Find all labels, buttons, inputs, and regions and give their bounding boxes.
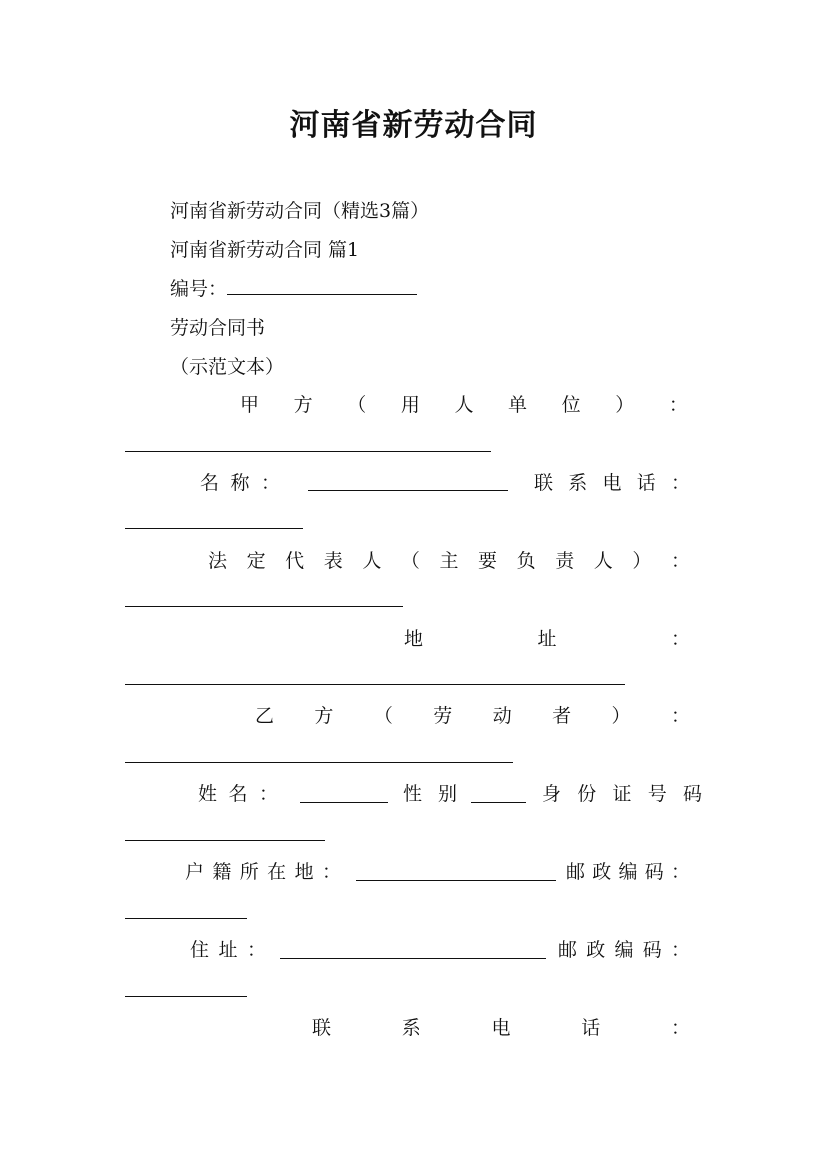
postcode2-label (558, 937, 690, 963)
label-char: 名 (228, 783, 248, 805)
label-char: 联 (534, 472, 554, 494)
label-char: ： (670, 472, 690, 494)
label-char: 责 (555, 550, 575, 572)
postcode-blank (125, 918, 247, 919)
party-a-label (240, 392, 688, 418)
label-char: 码 (644, 861, 664, 883)
label-char: 代 (285, 550, 305, 572)
label-char: 址 (218, 939, 238, 961)
hukou-blank (356, 880, 556, 881)
b-name-blank (300, 802, 388, 803)
label-char: ： (670, 1017, 690, 1039)
label-char: 劳 (433, 705, 453, 727)
label-char: 系 (568, 472, 588, 494)
label-char: ： (668, 394, 688, 416)
number-blank (227, 276, 417, 295)
page-title: 河南省新劳动合同 (289, 108, 538, 143)
label-char: 位 (561, 394, 581, 416)
label-char: 邮 (566, 861, 586, 883)
residence-blank (280, 958, 546, 959)
label-char: 用 (400, 394, 420, 416)
label-char: 地 (294, 861, 314, 883)
contact-label (312, 1015, 690, 1041)
label-char: ： (670, 861, 690, 883)
phone-label (534, 470, 690, 496)
label-char: 定 (246, 550, 266, 572)
hukou-label (185, 859, 341, 885)
label-char: （ (347, 394, 367, 416)
contract-heading: 劳动合同书 (170, 317, 266, 339)
label-char: 乙 (255, 705, 275, 727)
label-char: ： (670, 939, 690, 961)
number-field (170, 276, 417, 302)
label-char: 联 (312, 1017, 332, 1039)
label-char: 住 (190, 939, 210, 961)
label-char: 法 (208, 550, 228, 572)
label-char: 码 (642, 939, 662, 961)
label-char: 码 (682, 783, 702, 805)
label-char: 邮 (558, 939, 578, 961)
subtitle: 河南省新劳动合同（精选3篇） (170, 200, 430, 222)
label-char: 动 (492, 705, 512, 727)
name-label (200, 470, 280, 496)
gender-blank (471, 802, 526, 803)
party-b-blank (125, 762, 513, 763)
label-char: 别 (437, 783, 457, 805)
label-char: 话 (581, 1017, 601, 1039)
label-char: 负 (516, 550, 536, 572)
label-char: 电 (491, 1017, 511, 1039)
label-char: 政 (592, 861, 612, 883)
label-char: ） (632, 550, 652, 572)
label-char: 在 (267, 861, 287, 883)
label-char: 户 (185, 861, 205, 883)
label-char: 身 (542, 783, 562, 805)
section-heading: 河南省新劳动合同 篇1 (170, 239, 360, 261)
label-char: 所 (239, 861, 259, 883)
label-char: ） (611, 705, 631, 727)
legal-rep-blank (125, 606, 403, 607)
party-b-label (255, 703, 690, 729)
b-name-label (198, 781, 278, 807)
label-char: （ (373, 705, 393, 727)
id-label (542, 781, 702, 807)
gender-label (403, 781, 457, 807)
label-char: 证 (612, 783, 632, 805)
label-char: ： (670, 705, 690, 727)
label-char: 方 (293, 394, 313, 416)
label-char: ： (670, 550, 690, 572)
label-char: 系 (401, 1017, 421, 1039)
number-label: 编号： (170, 278, 228, 300)
label-char: 方 (314, 705, 334, 727)
label-char: 单 (508, 394, 528, 416)
label-char: 人 (593, 550, 613, 572)
label-char: 编 (614, 939, 634, 961)
id-blank (125, 840, 325, 841)
label-char: 政 (586, 939, 606, 961)
label-char: 话 (636, 472, 656, 494)
phone-blank (125, 528, 303, 529)
label-char: 甲 (240, 394, 260, 416)
label-char: 人 (362, 550, 382, 572)
label-char: ： (670, 628, 690, 650)
label-char: 地 (404, 628, 424, 650)
sample-note: （示范文本） (170, 356, 285, 378)
postcode2-blank (125, 996, 247, 997)
label-char: ： (321, 861, 341, 883)
label-char: 址 (537, 628, 557, 650)
label-char: 电 (602, 472, 622, 494)
address-label (404, 626, 690, 652)
legal-rep-label (208, 548, 690, 574)
label-char: 表 (323, 550, 343, 572)
label-char: 号 (647, 783, 667, 805)
label-char: 者 (552, 705, 572, 727)
name-blank (308, 490, 508, 491)
label-char: 编 (618, 861, 638, 883)
postcode-label (566, 859, 690, 885)
residence-label (190, 937, 266, 963)
label-char: 籍 (212, 861, 232, 883)
label-char: 份 (577, 783, 597, 805)
label-char: 要 (478, 550, 498, 572)
label-char: ： (258, 783, 278, 805)
label-char: （ (400, 550, 420, 572)
label-char: 名 (200, 472, 220, 494)
address-blank (125, 684, 625, 685)
label-char: 称 (230, 472, 250, 494)
label-char: 人 (454, 394, 474, 416)
label-char: 主 (439, 550, 459, 572)
label-char: 姓 (198, 783, 218, 805)
label-char: ） (615, 394, 635, 416)
label-char: 性 (403, 783, 423, 805)
label-char: ： (246, 939, 266, 961)
label-char: ： (260, 472, 280, 494)
party-a-blank (125, 451, 491, 452)
